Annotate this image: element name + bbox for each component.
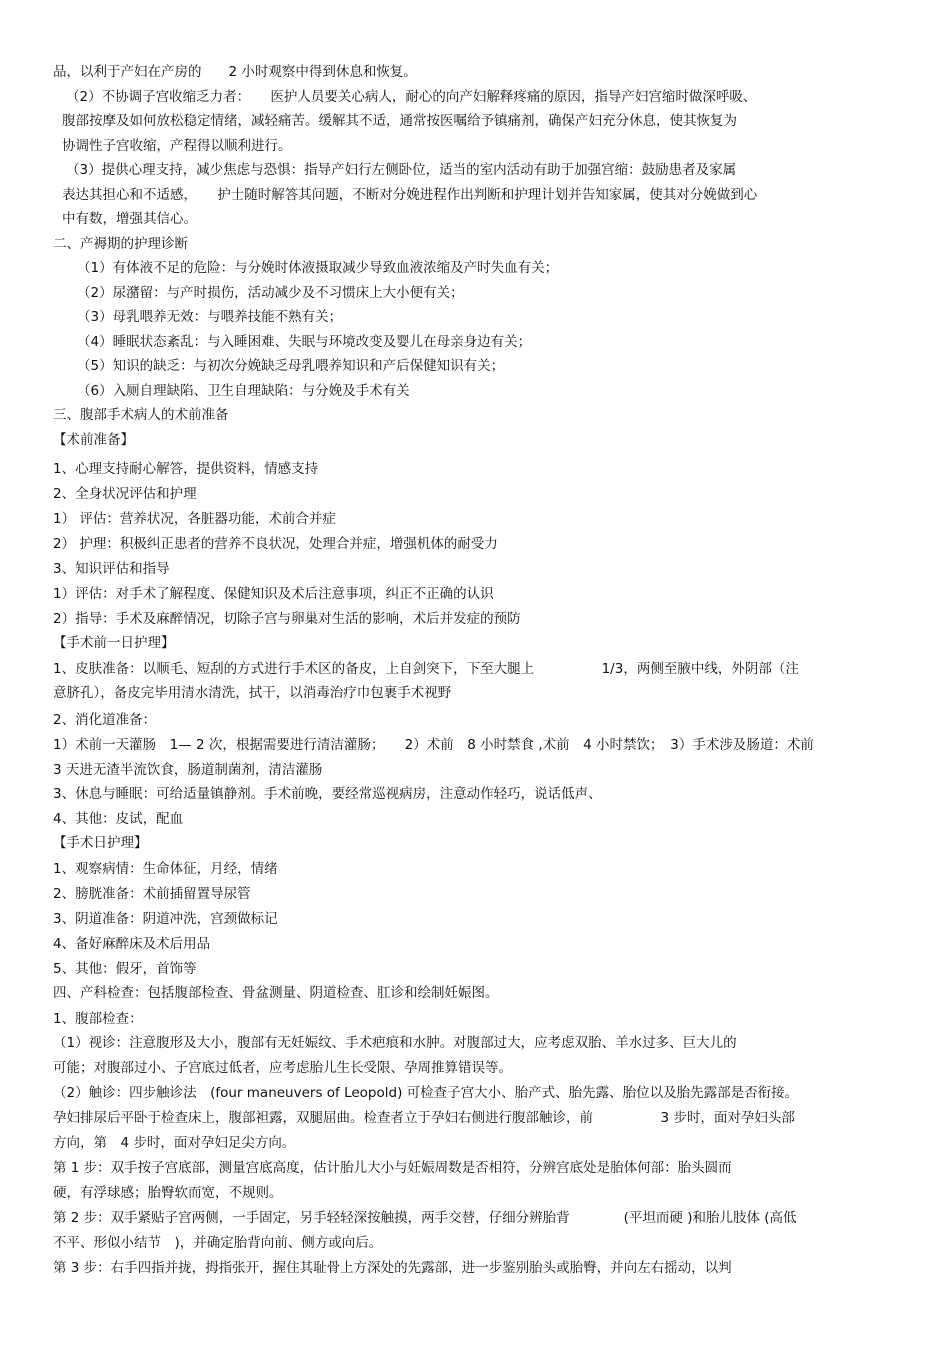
text-line: 1）评估：对手术了解程度、保健知识及术后注意事项，纠正不正确的认识 [53, 586, 494, 602]
text-line: 2、膀胱准备：术前插留置导尿管 [53, 886, 251, 902]
text-line: 4、备好麻醉床及术后用品 [53, 936, 211, 952]
text-line: （3）提供心理支持，减少焦虑与恐惧：指导产妇行左侧卧位，适当的室内活动有助于加强宫缩：鼓励患者及家属 [66, 162, 737, 178]
text-line: 不平、形似小结节 )，并确定胎背向前、侧方或向后。 [53, 1235, 383, 1251]
text-line: 3、阴道准备：阴道冲洗，宫颈做标记 [53, 911, 278, 927]
text-line: 2） 护理：积极纠正患者的营养不良状况，处理合并症，增强机体的耐受力 [53, 536, 498, 552]
section-heading: 四、产科检查：包括腹部检查、骨盆测量、阴道检查、肛诊和绘制妊娠图。 [53, 985, 499, 1001]
text-line: （3）母乳喂养无效：与喂养技能不熟有关； [77, 309, 343, 325]
text-line: 1）术前一天灌肠 1— 2 次，根据需要进行清洁灌肠； 2）术前 8 小时禁食 ,术前 4 小时禁饮； 3）手术涉及肠道：术前 [53, 737, 814, 753]
text-line: 3、知识评估和指导 [53, 561, 170, 577]
text-line: （2）不协调子宫收缩乏力者： 医护人员要关心病人，耐心的向产妇解释疼痛的原因，指导产妇宫缩时做深呼吸、 [66, 89, 757, 105]
subsection-heading: 【手术日护理】 [53, 835, 148, 851]
text-line: 第 1 步：双手按子宫底部，测量宫底高度，估计胎儿大小与妊娠周数是否相符，分辨宫底处是胎体何部：胎头圆而 [53, 1160, 732, 1176]
text-line: 腹部按摩及如何放松稳定情绪，减轻痛苦。缓解其不适，通常按医嘱给予镇痛剂，确保产妇充分休息，使其恢复为 [62, 113, 737, 129]
section-heading: 二、产褥期的护理诊断 [53, 236, 188, 252]
text-line: （2）触诊：四步触诊法 (four maneuvers of Leopold) 可检查子宫大小、胎产式、胎先露、胎位以及胎先露部是否衔接。 [53, 1085, 799, 1101]
text-line: 2、全身状况评估和护理 [53, 486, 197, 502]
text-line: 品，以利于产妇在产房的 2 小时观察中得到休息和恢复。 [53, 64, 417, 80]
text-line: （2）尿潴留：与产时损伤，活动减少及不习惯床上大小便有关； [77, 285, 464, 301]
text-line: 4、其他：皮试，配血 [53, 811, 184, 827]
text-line: 1） 评估：营养状况，各脏器功能，术前合并症 [53, 511, 336, 527]
text-line: 方向，第 4 步时，面对孕妇足尖方向。 [53, 1135, 296, 1151]
text-line: 1、心理支持耐心解答，提供资料，情感支持 [53, 461, 319, 477]
text-line: 中有数，增强其信心。 [62, 211, 197, 227]
text-line: 可能；对腹部过小、子宫底过低者，应考虑胎儿生长受限、孕周推算错误等。 [53, 1060, 512, 1076]
text-line: 5、其他：假牙，首饰等 [53, 961, 197, 977]
text-line: 孕妇排尿后平卧于检查床上，腹部袒露，双腿屈曲。检查者立于孕妇右侧进行腹部触诊，前 3 步时，面对孕妇头部 [53, 1110, 795, 1126]
text-line: 2）指导：手术及麻醉情况，切除子宫与卵巢对生活的影响，术后并发症的预防 [53, 611, 521, 627]
text-line: 1、皮肤准备：以顺毛、短刮的方式进行手术区的备皮，上自剑突下，下至大腿上 1/3，两侧至腋中线，外阴部（注 [53, 661, 799, 677]
text-line: 意脐孔），备皮完毕用清水清洗，拭干，以消毒治疗巾包裹手术视野 [53, 685, 452, 701]
text-line: （1）视诊：注意腹形及大小，腹部有无妊娠纹、手术疤痕和水肿。对腹部过大，应考虑双胎、羊水过多、巨大儿的 [53, 1035, 737, 1051]
text-line: 3、休息与睡眠：可给适量镇静剂。手术前晚，要经常巡视病房，注意动作轻巧，说话低声、 [53, 786, 602, 802]
text-line: （5）知识的缺乏：与初次分娩缺乏母乳喂养知识和产后保健知识有关； [77, 358, 505, 374]
text-line: 1、腹部检查： [53, 1011, 143, 1027]
text-line: 第 3 步：右手四指并拢，拇指张开，握住其耻骨上方深处的先露部，进一步鉴别胎头或胎臀，并向左右摇动，以判 [53, 1260, 732, 1276]
text-line: 2、消化道准备： [53, 712, 157, 728]
section-heading: 三、腹部手术病人的术前准备 [53, 407, 229, 423]
text-line: （6）入厕自理缺陷、卫生自理缺陷：与分娩及手术有关 [77, 383, 410, 399]
text-line: （1）有体液不足的危险：与分娩时体液摄取减少导致血液浓缩及产时失血有关； [77, 260, 559, 276]
text-line: 表达其担心和不适感， 护士随时解答其问题，不断对分娩进程作出判断和护理计划并告知家属，使其对分娩做到心 [62, 187, 758, 203]
text-line: （4）睡眠状态紊乱：与入睡困难、失眠与环境改变及婴儿在母亲身边有关； [77, 334, 532, 350]
text-line: 硬，有浮球感；胎臀软而宽，不规则。 [53, 1185, 283, 1201]
text-line: 协调性子宫收缩，产程得以顺利进行。 [62, 138, 292, 154]
text-line: 1、观察病情：生命体征，月经，情绪 [53, 861, 278, 877]
text-line: 第 2 步：双手紧贴子宫两侧，一手固定，另手轻轻深按触摸，两手交替，仔细分辨胎背 (平坦而硬 )和胎儿肢体 (高低 [53, 1210, 797, 1226]
text-line: 3 天进无渣半流饮食，肠道制菌剂，清洁灌肠 [53, 762, 323, 778]
subsection-heading: 【手术前一日护理】 [53, 635, 175, 651]
subsection-heading: 【术前准备】 [53, 432, 134, 448]
